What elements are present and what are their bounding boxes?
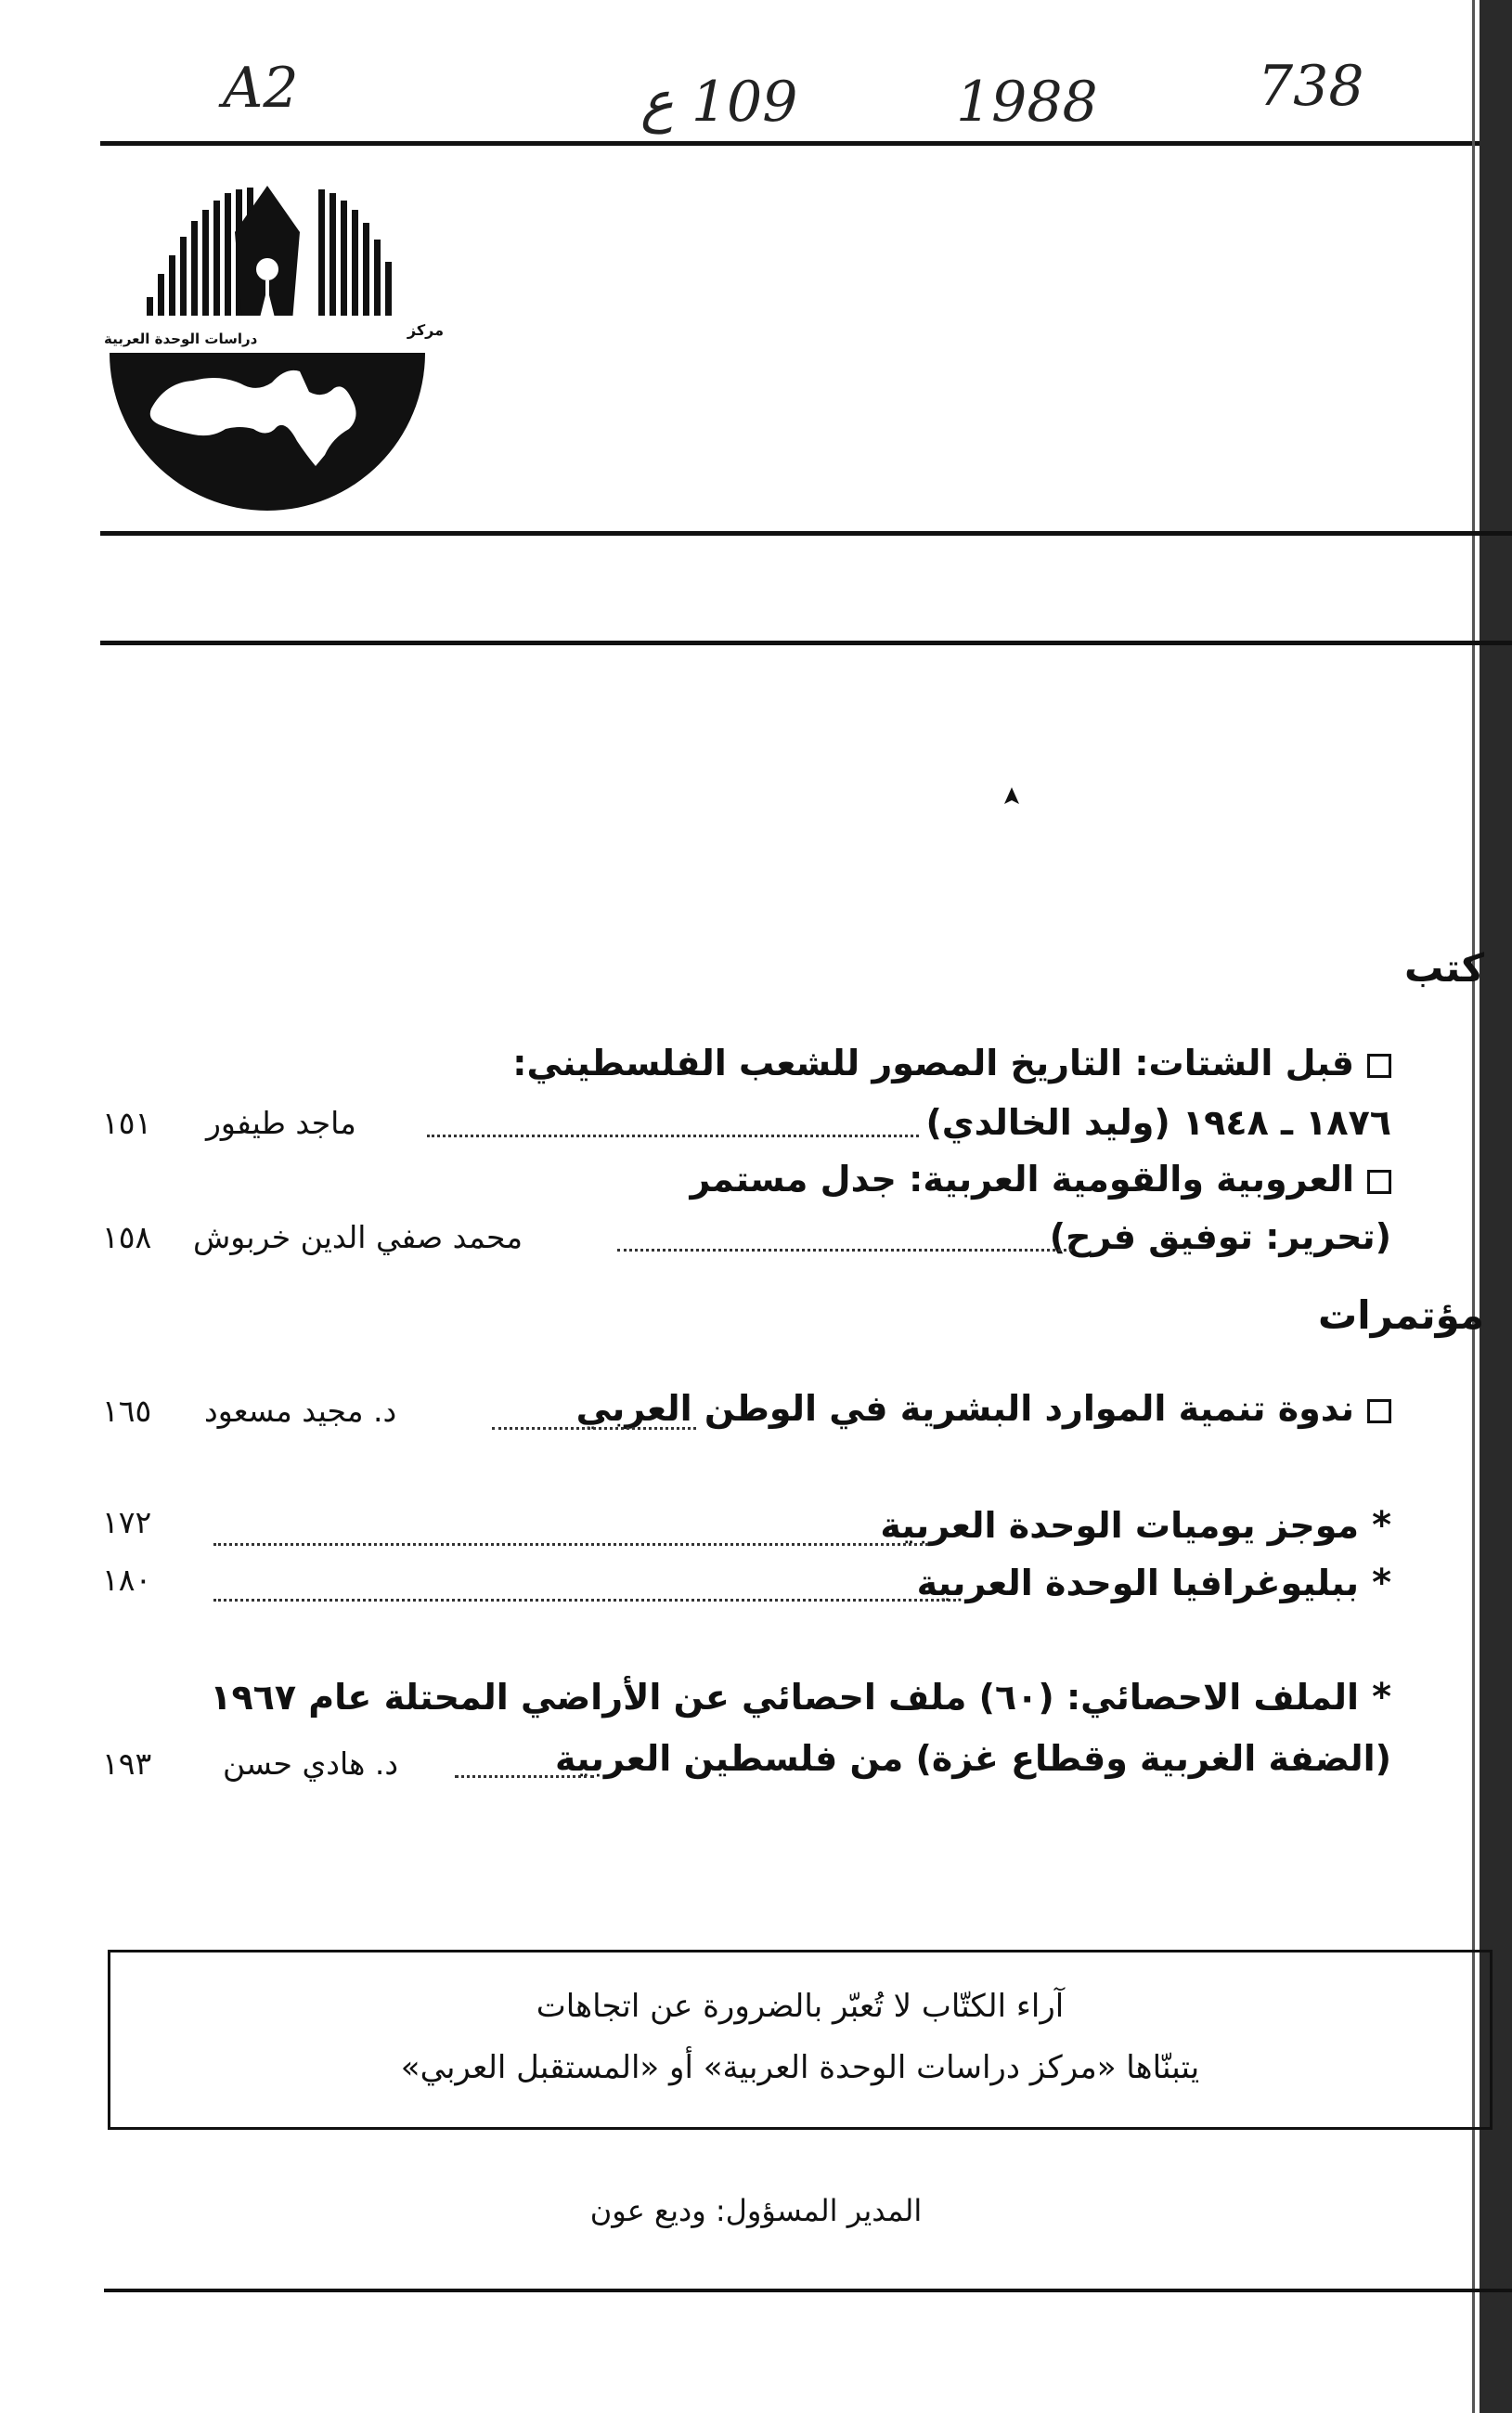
handwritten-year: 1988 <box>956 70 1098 135</box>
toc-entry <box>512 1043 1391 1083</box>
entry-title-line1: قبل الشتات: التاريخ المصور للشعب الفلسطيني: <box>512 1043 1354 1083</box>
entry-author: د. هادي حسن <box>223 1745 399 1782</box>
disclaimer-box <box>108 1950 1493 2130</box>
bottom-rule <box>104 2289 1512 2292</box>
leader-dots <box>213 1599 956 1602</box>
toc-entry <box>917 1562 1391 1604</box>
entry-title-line1: الملف الاحصائي: (٦٠) ملف احصائي عن الأراضي المحتلة عام ١٩٦٧ <box>210 1677 1360 1718</box>
leader-dots <box>427 1135 919 1137</box>
disclaimer-line2: يتبنّاها «مركز دراسات الوحدة العربية» أو «المستقبل العربي» <box>400 2049 1200 2086</box>
checkbox-icon <box>1367 1170 1391 1194</box>
leader-dots <box>455 1775 594 1778</box>
entry-page-number: ١٦٥ <box>102 1393 152 1429</box>
logo-text-line2: دراسات الوحدة العربية <box>104 331 258 347</box>
toc-entry <box>691 1159 1391 1200</box>
editor-credit: المدير المسؤول: وديع عون <box>589 2193 923 2228</box>
leader-dots <box>213 1543 928 1546</box>
section-heading-conferences: مؤتمرات <box>1318 1292 1484 1338</box>
entry-title <box>691 1159 1391 1200</box>
entry-title <box>917 1562 1391 1604</box>
rule-lower <box>100 641 1512 645</box>
disclaimer-line1: آراء الكتّاب لا تُعبّر بالضرورة عن اتجاهات <box>536 1988 1065 2025</box>
entry-page-number: ١٥٨ <box>102 1219 152 1255</box>
toc-entry <box>880 1504 1391 1547</box>
entry-page-number: ١٩٣ <box>102 1745 152 1782</box>
asterisk-icon: * <box>1372 1676 1391 1719</box>
entry-title <box>210 1676 1391 1719</box>
entry-title-line2: (الضفة الغربية وقطاع غزة) من فلسطين العربية <box>555 1738 1391 1779</box>
toc-entry <box>576 1388 1391 1429</box>
entry-title-line1: ببليوغرافيا الوحدة العربية <box>916 1563 1360 1603</box>
asterisk-icon: * <box>1372 1562 1391 1604</box>
ornament-mark <box>1002 787 1021 810</box>
entry-author: محمد صفي الدين خربوش <box>193 1219 523 1255</box>
entry-page-number: ١٧٢ <box>102 1504 152 1540</box>
handwritten-page: 738 <box>1258 54 1364 119</box>
entry-title-line1: ندوة تنمية الموارد البشرية في الوطن العربي <box>575 1388 1354 1429</box>
publisher-logo <box>100 176 444 511</box>
entry-title-line1: العروبية والقومية العربية: جدل مستمر <box>690 1159 1354 1200</box>
entry-title-line2: ١٨٧٦ ـ ١٩٤٨ (وليد الخالدي) <box>925 1102 1391 1143</box>
entry-title <box>576 1388 1391 1429</box>
entry-title-line2: (تحرير: توفيق فرح) <box>1049 1216 1391 1257</box>
handwritten-code: A2 <box>223 56 299 121</box>
entry-author: ماجد طيفور <box>206 1105 356 1141</box>
entry-title <box>512 1043 1391 1083</box>
section-heading-books: كتب <box>1403 945 1484 991</box>
entry-title-line1: موجز يوميات الوحدة العربية <box>880 1505 1360 1546</box>
leader-dots <box>492 1427 696 1430</box>
logo-text-line1: مركز <box>407 321 444 339</box>
entry-author: د. مجيد مسعود <box>204 1393 397 1429</box>
handwritten-issue: 109 ع <box>640 70 798 135</box>
asterisk-icon: * <box>1372 1504 1391 1547</box>
top-rule <box>100 141 1512 146</box>
entry-page-number: ١٨٠ <box>102 1562 152 1598</box>
rule-upper <box>100 531 1512 536</box>
checkbox-icon <box>1367 1054 1391 1078</box>
checkbox-icon <box>1367 1399 1391 1423</box>
entry-title <box>880 1504 1391 1547</box>
toc-entry <box>210 1676 1391 1719</box>
entry-page-number: ١٥١ <box>102 1105 152 1141</box>
leader-dots <box>617 1249 1072 1252</box>
